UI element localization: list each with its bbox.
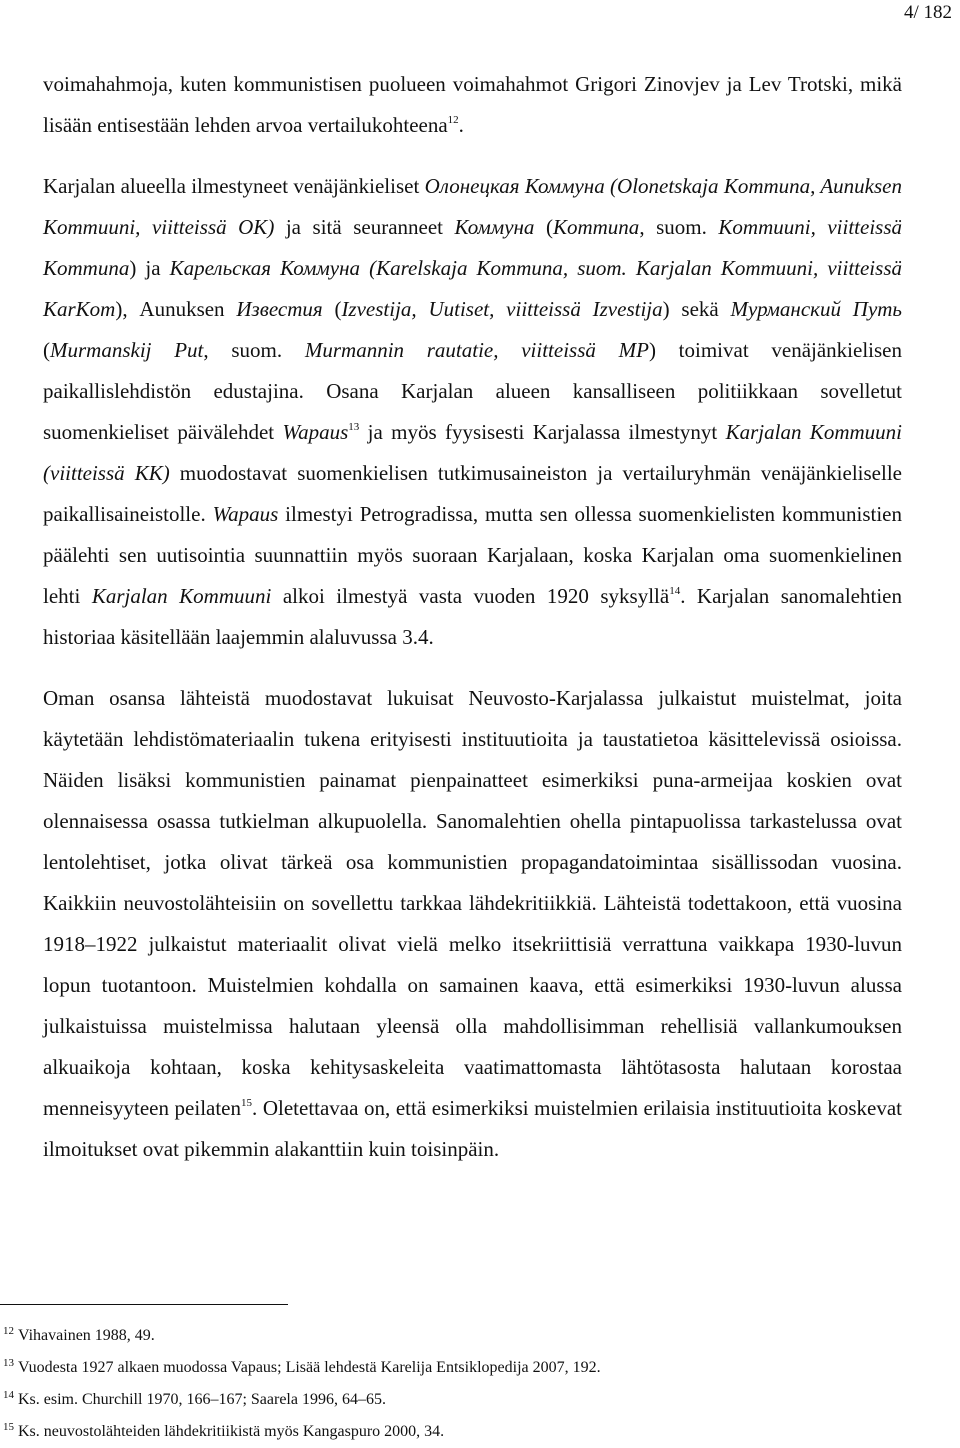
text: . Karjalan sanomalehtien historiaa käsitellään laajemmin alaluvussa 3.4. — [43, 584, 902, 649]
footnote-number: 13 — [3, 1357, 14, 1369]
italic-title: Karjalan Kommuuni — [91, 584, 272, 608]
text: . Oletettavaa on, että esimerkiksi muistelmien erilaisia instituutioita koskevat ilmoitukset ovat pikemmin alakanttiin kuin toisinpäin. — [43, 1096, 902, 1161]
paragraph-1 — [43, 64, 902, 146]
text: ( — [534, 215, 553, 239]
footnote-text: Ks. neuvostolähteiden lähdekritiikistä myös Kangaspuro 2000, 34. — [18, 1423, 445, 1440]
text: ( — [43, 338, 50, 362]
footnote-ref-13: 13 — [348, 421, 360, 433]
footnote-number: 15 — [3, 1421, 14, 1433]
italic-title: Олонецкая Коммуна (Olonetskaja Kommuna, Aunuksen Kommuuni, viitteissä OK) — [43, 174, 902, 239]
footnote-text: Vihavainen 1988, 49. — [18, 1327, 155, 1344]
page-number: 4/ 182 — [903, 2, 952, 23]
italic-title: Kommuuni, viitteissä Kommuna — [43, 215, 903, 280]
italic-title: Murmanskij Put — [50, 338, 204, 362]
text: Oman osansa lähteistä muodostavat lukuisat Neuvosto-Karjalassa julkaistut muistelmat, joita käytetään lehdistömateriaalin tukena erityisesti instituutioita ja taustatietoa käsittelevissä osioissa. Näiden lisäksi kommunistien painamat pienpainatteet esimerkiksi puna-armeijaa koskien ovat olennaisessa osassa tutkielman alkupuolella. Sanomalehtien ohella pintapuolissa tarkastelussa ovat lentolehtiset, jotka olivat tärkeä osa kommunistien propagandatoimintaa sisällissodan vuosina. Kaikkiin neuvostolähteisiin on sovellettu tarkkaa lähdekritiikkiä. Lähteistä todettakoon, että vuosina 1918–1922 julkaistut materiaalit olivat vielä melko itsekriittisiä verrattuna vaikkapa 1930-luvun lopun tuotantoon. Muistelmien kohdalla on samainen kaava, että esimerkiksi 1930-luvun alussa julkaistuissa muistelmissa halutaan yleensä olla mahdollisimman rehellisiä vallankumouksen alkuaikoja kohtaan, koska kehitysaskeleita vaatimattomasta lähtötasosta halutaan korostaa menneisyyteen peilaten — [43, 686, 902, 1120]
footnote-divider — [0, 1304, 288, 1305]
text: muodostavat suomenkielisen tutkimusaineiston ja vertailuryhmän venäjänkieliselle paikallisaineistolle. — [43, 461, 902, 526]
text: voimahahmoja, kuten kommunistisen puolueen voimahahmot Grigori Zinovjev ja Lev Trotski, mikä lisään entisestään lehden arvoa vertailukohteena — [43, 72, 902, 137]
text: ( — [322, 297, 342, 321]
text: . — [458, 113, 464, 137]
text: ja sitä seuranneet — [274, 215, 455, 239]
italic-title: Известия — [236, 297, 323, 321]
text: ) sekä — [662, 297, 731, 321]
italic-title: Murmannin rautatie, viitteissä MP — [304, 338, 649, 362]
text: , suom. — [203, 338, 305, 362]
italic-title: Мурманский Путь — [730, 297, 902, 321]
text: , suom. — [639, 215, 719, 239]
footnote — [3, 1320, 943, 1352]
paragraph-3 — [43, 678, 902, 1170]
italic-title: Karjalan Kommuuni (viitteissä KK) — [43, 420, 902, 485]
italic-title: Wapaus — [282, 420, 349, 444]
footnote-ref-15: 15 — [241, 1097, 253, 1109]
italic-title: Wapaus — [212, 502, 279, 526]
footnote-ref-14: 14 — [669, 585, 681, 597]
text: ja myös fyysisesti Karjalassa ilmestynyt — [359, 420, 726, 444]
text: ) toimivat venäjänkielisen paikallislehdistön edustajina. Osana Karjalan alueen kansalliseen politiikkaan sovelletut suomenkieliset päivälehdet — [43, 338, 902, 444]
footnote — [3, 1416, 943, 1448]
body-text — [43, 64, 902, 1170]
footnotes — [3, 1320, 943, 1448]
text: ), Aunuksen — [115, 297, 237, 321]
italic-title: Коммуна — [454, 215, 535, 239]
text: Karjalan alueella ilmestyneet venäjänkieliset — [43, 174, 425, 198]
italic-title: Kommuna — [552, 215, 640, 239]
footnote-number: 12 — [3, 1325, 14, 1337]
text: alkoi ilmestyä vasta vuoden 1920 syksyllä — [271, 584, 670, 608]
footnote-text: Ks. esim. Churchill 1970, 166–167; Saarela 1996, 64–65. — [18, 1391, 386, 1408]
paragraph-2 — [43, 166, 902, 658]
text: ) ja — [129, 256, 170, 280]
text: ilmestyi Petrogradissa, mutta sen ollessa suomenkielisten kommunistien päälehti sen uutisointia suunnattiin myös suoraan Karjalaan, koska Karjalan oma suomenkielinen lehti — [43, 502, 902, 608]
italic-title: Izvestija, Uutiset, viitteissä Izvestija — [341, 297, 663, 321]
footnote — [3, 1352, 943, 1384]
italic-title: Карельская Коммуна (Karelskaja Kommuna, suom. Karjalan Kommuuni, viitteissä KarKom — [43, 256, 902, 321]
footnote-ref-12: 12 — [447, 114, 459, 126]
footnote — [3, 1384, 943, 1416]
footnote-number: 14 — [3, 1389, 14, 1401]
footnote-text: Vuodesta 1927 alkaen muodossa Vapaus; Lisää lehdestä Karelija Entsiklopedija 2007, 192. — [18, 1359, 601, 1376]
